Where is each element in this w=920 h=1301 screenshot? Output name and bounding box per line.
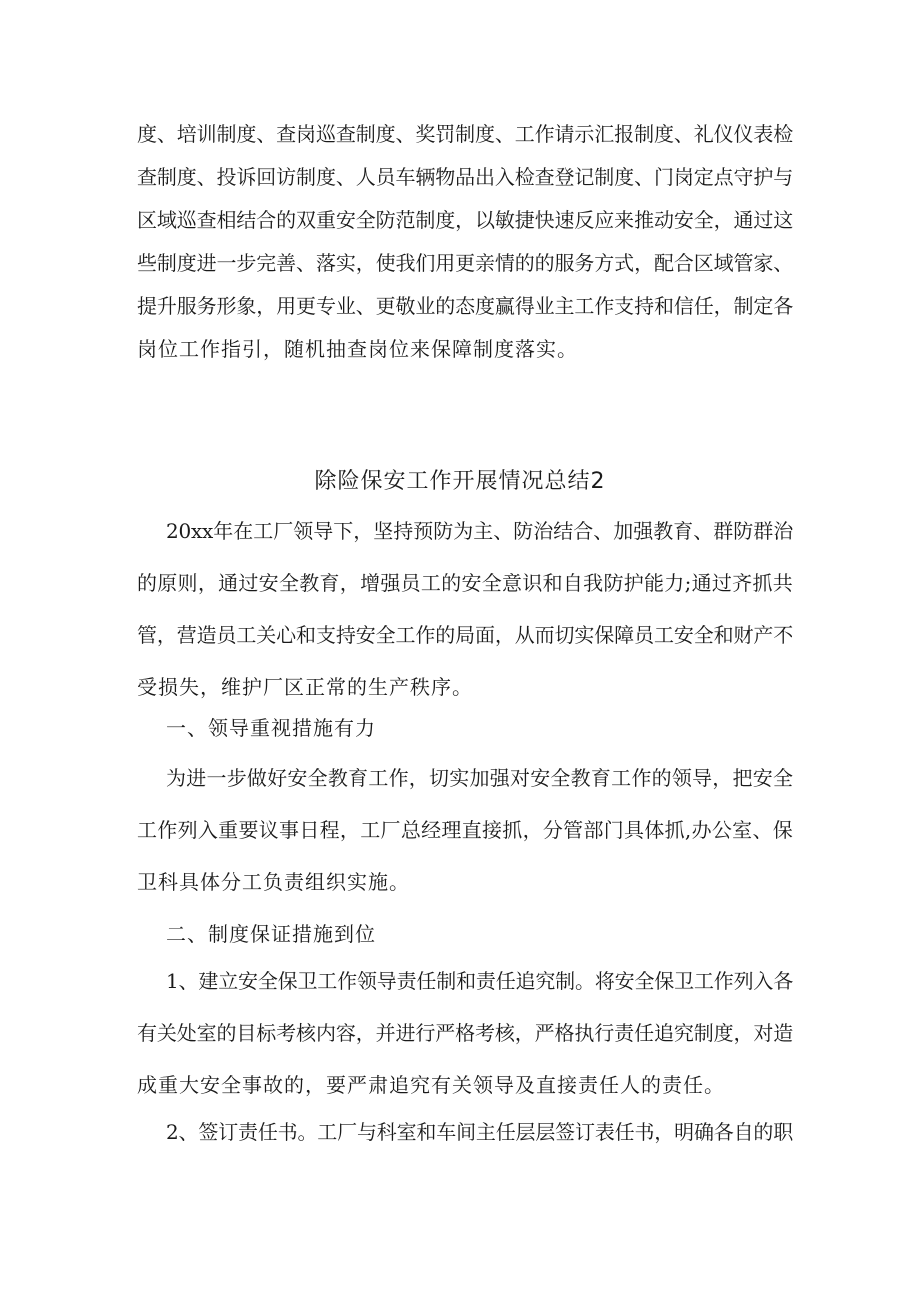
heading-system: 二、制度保证措施到位 xyxy=(166,922,376,946)
text-line: 提升服务形象，用更专业、更敬业的态度赢得业主工作支持和信任，制定各 xyxy=(137,294,793,318)
heading-leadership: 一、领导重视措施有力 xyxy=(166,716,376,740)
paragraph-leadership xyxy=(137,768,793,892)
text-line: 2、签订责任书。工厂与科室和车间主任层层签订表任书，明确各自的职 xyxy=(166,1120,793,1144)
text-line: 些制度进一步完善、落实，使我们用更亲情的的服务方式，配合区域管家、 xyxy=(137,251,793,275)
text-line: 为进一步做好安全教育工作，切实加强对安全教育工作的领导，把安全 xyxy=(166,766,793,790)
paragraph-continued xyxy=(137,124,793,359)
paragraph-contract xyxy=(137,1122,793,1142)
text-line: 度、培训制度、查岗巡查制度、奖罚制度、工作请示汇报制度、礼仪仪表检 xyxy=(137,122,793,146)
text-line: 20xx年在工厂领导下，坚持预防为主、防治结合、加强教育、群防群治 xyxy=(166,519,793,543)
text-line: 的原则，通过安全教育，增强员工的安全意识和自我防护能力;通过齐抓共 xyxy=(137,571,793,595)
text-line: 查制度、投诉回访制度、人员车辆物品出入检查登记制度、门岗定点守护与 xyxy=(137,165,793,189)
paragraph-responsibility xyxy=(137,971,793,1095)
text-line: 管，营造员工关心和支持安全工作的局面，从而切实保障员工安全和财产不 xyxy=(137,623,793,647)
text-line: 1、建立安全保卫工作领导责任制和责任追究制。将安全保卫工作列入各 xyxy=(166,969,793,993)
text-line: 受损失，维护厂区正常的生产秩序。 xyxy=(137,675,473,699)
text-line: 成重大安全事故的，要严肃追究有关领导及直接责任人的责任。 xyxy=(137,1073,725,1097)
text-line: 卫科具体分工负责组织实施。 xyxy=(137,870,410,894)
text-line: 岗位工作指引，随机抽查岗位来保障制度落实。 xyxy=(137,337,578,361)
text-line: 有关处室的目标考核内容，并进行严格考核，严格执行责任追究制度，对造 xyxy=(137,1021,793,1045)
text-line: 区域巡查相结合的双重安全防范制度，以敏捷快速反应来推动安全，通过这 xyxy=(137,208,793,232)
intro-paragraph xyxy=(137,521,793,697)
text-line: 工作列入重要议事日程，工厂总经理直接抓，分管部门具体抓,办公室、保 xyxy=(137,818,793,842)
section-title: 除险保安工作开展情况总结2 xyxy=(314,469,606,494)
